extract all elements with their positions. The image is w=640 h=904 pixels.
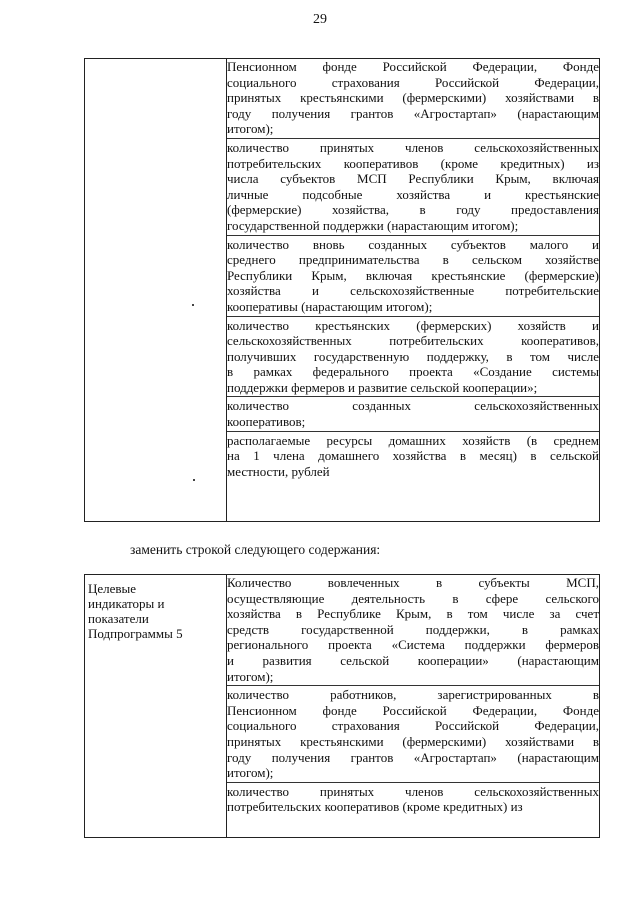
- text-line: осуществляющие деятельность в сфере сельского: [227, 590, 599, 606]
- paragraph-separator: [227, 235, 599, 236]
- text-line: хозяйства и сельскохозяйственные потребительские: [227, 283, 599, 299]
- paragraph-separator: [227, 431, 599, 432]
- paragraph-separator: [227, 782, 599, 783]
- text-line: располагаемые ресурсы домашних хозяйств (в среднем: [227, 432, 599, 448]
- text-line: личные подсобные хозяйства и крестьянские: [227, 186, 599, 202]
- table-new-left-cell: [85, 575, 227, 838]
- text-line: социального страхования Российской Федерации,: [227, 718, 599, 734]
- indicator-paragraph: [227, 318, 599, 396]
- paragraph-separator: [227, 685, 599, 686]
- table-old-right-cell: [227, 59, 600, 522]
- text-line: хозяйства в Республике Крым, в том числе за счет: [227, 606, 599, 622]
- table-new-right-cell: [227, 575, 600, 838]
- text-line: кооперативов;: [227, 414, 306, 430]
- text-line: количество крестьянских (фермерских) хозяйств и: [227, 317, 599, 333]
- indicator-paragraph: [227, 140, 599, 234]
- text-line: принятых крестьянскими (фермерскими) хозяйствами в: [227, 733, 599, 749]
- table-old-left-cell: [85, 59, 227, 522]
- indicator-paragraph: [227, 433, 599, 480]
- indicator-paragraph: [227, 237, 599, 315]
- text-line: году получения грантов «Агростартап» (нарастающим: [227, 105, 599, 121]
- indicator-paragraph: [227, 784, 599, 815]
- text-line: числа субъектов МСП Республики Крым, включая: [227, 171, 599, 187]
- row-label-line: индикаторы и: [88, 596, 165, 611]
- row-label: [85, 575, 226, 641]
- indicator-paragraph: [227, 575, 599, 684]
- text-line: количество вновь созданных субъектов малого и: [227, 236, 599, 252]
- row-label-line: Подпрограммы 5: [88, 626, 183, 641]
- text-line: местности, рублей: [227, 463, 330, 479]
- indicator-paragraph: [227, 59, 599, 137]
- text-line: получивших государственную поддержку, в том числе: [227, 348, 599, 364]
- text-line: в рамках федерального проекта «Создание системы: [227, 364, 599, 380]
- paragraph-separator: [227, 396, 599, 397]
- paragraph-separator: [227, 138, 599, 139]
- text-line: и развития сельской кооперации» (нарастающим: [227, 652, 599, 668]
- text-line: итогом);: [227, 121, 274, 137]
- text-line: году получения грантов «Агростартап» (нарастающим: [227, 749, 599, 765]
- text-line: средств государственной поддержки, в рамках: [227, 621, 599, 637]
- text-line: среднего предпринимательства в сельском хозяйстве: [227, 252, 599, 268]
- text-line: Пенсионном фонде Российской Федерации, Фонде: [227, 702, 599, 718]
- text-line: социального страхования Российской Федерации,: [227, 74, 599, 90]
- text-line: Республики Крым, включая крестьянские (фермерские): [227, 267, 599, 283]
- text-line: итогом);: [227, 765, 274, 781]
- text-line: государственной поддержки (нарастающим итогом);: [227, 217, 519, 233]
- scan-speck: [192, 304, 194, 306]
- text-line: потребительских кооперативов (кроме кредитных) из: [227, 799, 523, 815]
- text-line: итогом);: [227, 668, 274, 684]
- table-old-row: [84, 58, 600, 522]
- text-line: на 1 члена домашнего хозяйства в месяц) в сельской: [227, 448, 599, 464]
- page-number: 29: [313, 12, 327, 27]
- text-line: количество работников, зарегистрированных в: [227, 687, 599, 703]
- table-new-row: [84, 574, 600, 838]
- text-line: количество созданных сельскохозяйственных: [227, 398, 599, 414]
- indicator-paragraph: [227, 398, 599, 429]
- row-label-line: показатели: [88, 611, 149, 626]
- text-line: Количество вовлеченных в субъекты МСП,: [227, 575, 599, 590]
- text-line: количество принятых членов сельскохозяйственных: [227, 139, 599, 155]
- scan-speck: [193, 479, 195, 481]
- text-line: Пенсионном фонде Российской Федерации, Фонде: [227, 59, 599, 74]
- replace-instruction: заменить строкой следующего содержания:: [130, 542, 381, 557]
- text-line: кооперативы (нарастающим итогом);: [227, 298, 433, 314]
- text-line: сельскохозяйственных потребительских кооперативов,: [227, 333, 599, 349]
- text-line: количество принятых членов сельскохозяйственных: [227, 783, 599, 799]
- text-line: регионального проекта «Система поддержки фермеров: [227, 637, 599, 653]
- text-line: потребительских кооперативов (кроме кредитных) из: [227, 155, 599, 171]
- text-line: принятых крестьянскими (фермерскими) хозяйствами в: [227, 90, 599, 106]
- text-line: поддержки фермеров и развитие сельской кооперации»;: [227, 379, 538, 395]
- row-label-line: Целевые: [88, 581, 137, 596]
- indicator-paragraph: [227, 687, 599, 781]
- text-line: (фермерские) хозяйства, в году предоставления: [227, 202, 599, 218]
- paragraph-separator: [227, 316, 599, 317]
